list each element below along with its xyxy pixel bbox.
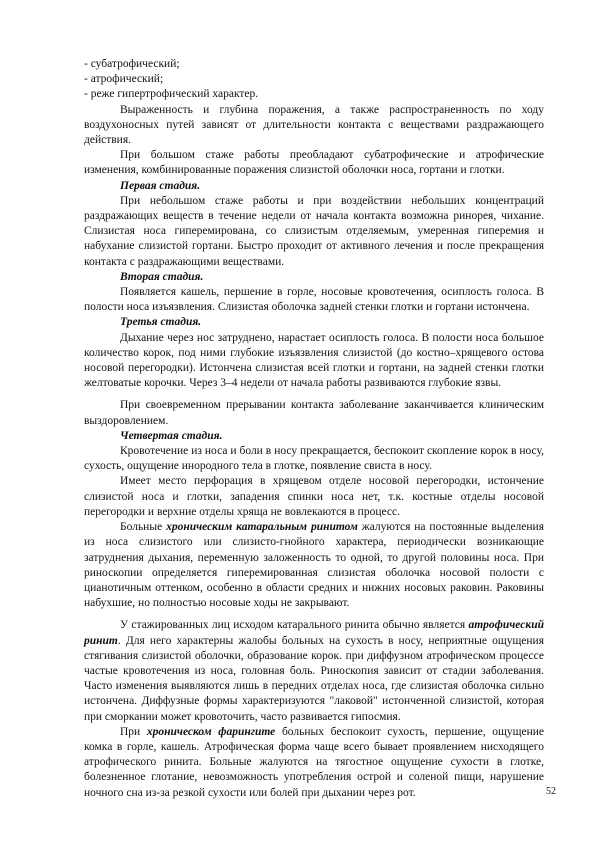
paragraph bbox=[84, 618, 544, 724]
list-item: - субатрофический; bbox=[84, 58, 180, 70]
paragraph-text: Больные bbox=[120, 521, 167, 534]
page-number: 52 bbox=[546, 786, 556, 797]
list-item: - реже гипертрофический характер. bbox=[84, 88, 259, 101]
paragraph-text: жалуются на постоянные выделения из носа слизистого или слизисто-гнойного характера, периодически возникающие затруднения дыхания, переменную заложенность то одной, то другой половины носа. При риноскопии определяется гиперемированная слизистая оболочка носовой полости с цианотичным оттенком, особенно в области средних и нижних носовых раковин. Раковины набухшие, но полностью носовые ходы не закрывают. bbox=[84, 521, 544, 610]
paragraph bbox=[84, 520, 544, 611]
term-emphasis: хроническим катаральным ринитом bbox=[166, 521, 358, 534]
term-emphasis: атрофический ринит bbox=[84, 619, 544, 647]
page-content bbox=[84, 57, 544, 801]
section-heading: Четвертая стадия. bbox=[120, 429, 223, 442]
section-heading: Третья стадия. bbox=[120, 316, 202, 329]
paragraph-text: У стажированных лиц исходом катарального ринита обычно является bbox=[120, 619, 469, 632]
paragraph: Появляется кашель, першение в горле, носовые кровотечения, осиплость голоса. В полости носа изъязвления. Слизистая оболочка задней стенки глотки и гортани истончена. bbox=[84, 286, 544, 314]
section-heading: Первая стадия. bbox=[120, 179, 201, 192]
paragraph-text: При bbox=[120, 725, 147, 738]
paragraph: Выраженность и глубина поражения, а также распространенность по ходу воздухоносных путей зависят от длительности контакта с веществами раздражающего действия. bbox=[84, 103, 544, 147]
paragraph: При большом стаже работы преобладают субатрофические и атрофические изменения, комбинированные поражения слизистой оболочки носа, гортани и глотки. bbox=[84, 149, 544, 177]
list-item: - атрофический; bbox=[84, 73, 164, 86]
section-heading: Вторая стадия. bbox=[120, 270, 204, 283]
paragraph: Дыхание через нос затруднено, нарастает осиплость голоса. В полости носа большое количество корок, под ними глубокие изъязвления слизистой (до костно–хрящевого остова носовой перегородки). Истончена слизистая всей глотки и гортани, на задней стенки глотки желтоватые корочки. Через 3–4 недели от начала работы развиваются глубокие язвы. bbox=[84, 331, 544, 390]
paragraph: При небольшом стаже работы и при воздействии небольших концентраций раздражающих веществ в течение недели от начала контакта возможна ринорея, чихание. Слизистая носа гиперемирована, со слизистым отделяемым, умеренная гиперемия и набухание слизистой гортани. Быстро проходит от активного лечения и после прекращения контакта с раздражающими веществами. bbox=[84, 194, 544, 268]
paragraph-text: больных беспокоит сухость, першение, ощущение комка в горле, кашель. Атрофическая форма чаще всего бывает проявлением нисходящего атрофического ринита. Больные жалуются на тягостное ощущение сухости в глотке, болезненное глотание, невозможность употребления острой и соленой пищи, нарушение ночного сна из-за резкой сухости или болей при дыхании через рот. bbox=[84, 725, 544, 799]
term-emphasis: хроническом фарингите bbox=[146, 725, 276, 738]
paragraph-text: . Для него характерны жалобы больных на сухость в носу, неприятные ощущения стягивания слизистой оболочки, образование корок. при диффузном атрофическом процессе частые кровотечения из носа, головная боль. Риноскопия зависит от стадии заболевания. Часто изменения выявляются лишь в передних отделах носа, где слизистая оболочка сильно истончена. Диффузные формы характеризуются "лаковой" истонченной слизистой, которая при сморкании может кровоточить, часто развивается гипосмия. bbox=[84, 634, 544, 723]
paragraph: Кровотечение из носа и боли в носу прекращается, беспокоит скопление корок в носу, сухость, ощущение инородного тела в глотке, появление свиста в носу. bbox=[84, 445, 544, 473]
paragraph bbox=[84, 725, 544, 801]
paragraph: При своевременном прерывании контакта заболевание заканчивается клиническим выздоровлением. bbox=[84, 399, 544, 427]
paragraph: Имеет место перфорация в хрящевом отделе носовой перегородки, истончение слизистой носа и глотки, западения спинки носа нет, т.к. костные отделы носовой перегородки и верхние отделы хряща не вовлекаются в процесс. bbox=[84, 475, 544, 518]
